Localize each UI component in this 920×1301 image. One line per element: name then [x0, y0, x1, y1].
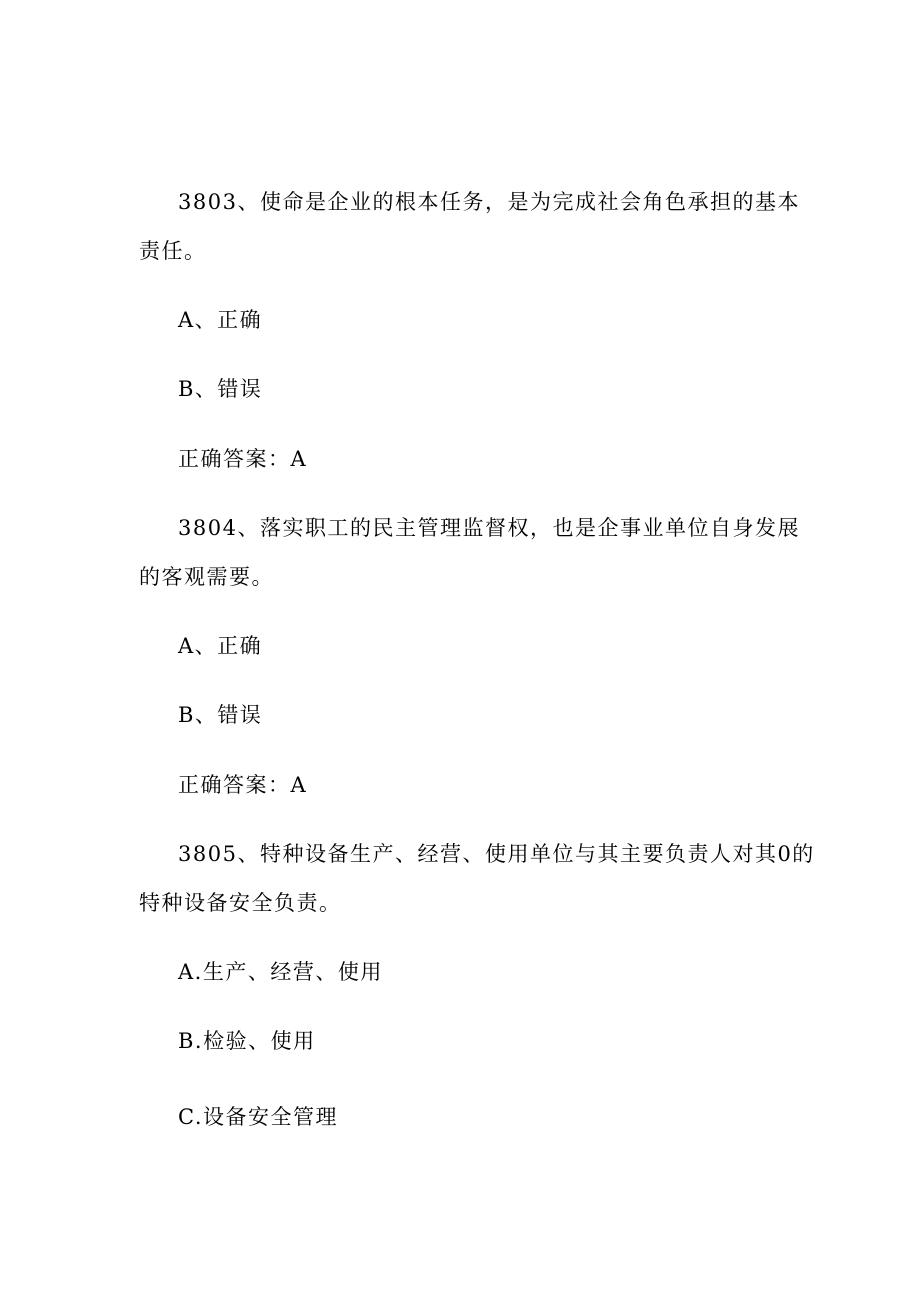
question-3805-stem-line1: 3805、特种设备生产、经营、使用单位与其主要负责人对其0的	[178, 842, 815, 866]
question-3804-stem-line2: 的客观需要。	[139, 565, 274, 589]
question-3803-stem-line1: 3803、使命是企业的根本任务，是为完成社会角色承担的基本	[178, 190, 800, 214]
question-3803-option-b: B、错误	[178, 377, 263, 401]
question-3805-stem-line2: 特种设备安全负责。	[139, 891, 342, 915]
question-3805-option-c: C.设备安全管理	[178, 1105, 338, 1129]
question-3804-answer: 正确答案：A	[178, 773, 308, 797]
question-3804-stem-line1: 3804、落实职工的民主管理监督权，也是企事业单位自身发展	[178, 516, 800, 540]
question-3803-stem-line2: 责任。	[139, 239, 207, 263]
question-3805-option-a: A.生产、经营、使用	[178, 960, 383, 984]
question-3804-option-a: A、正确	[178, 634, 263, 658]
question-3803-option-a: A、正确	[178, 308, 263, 332]
question-3803-answer: 正确答案：A	[178, 447, 308, 471]
question-3804-option-b: B、错误	[178, 703, 263, 727]
question-3805-option-b: B.检验、使用	[178, 1029, 316, 1053]
